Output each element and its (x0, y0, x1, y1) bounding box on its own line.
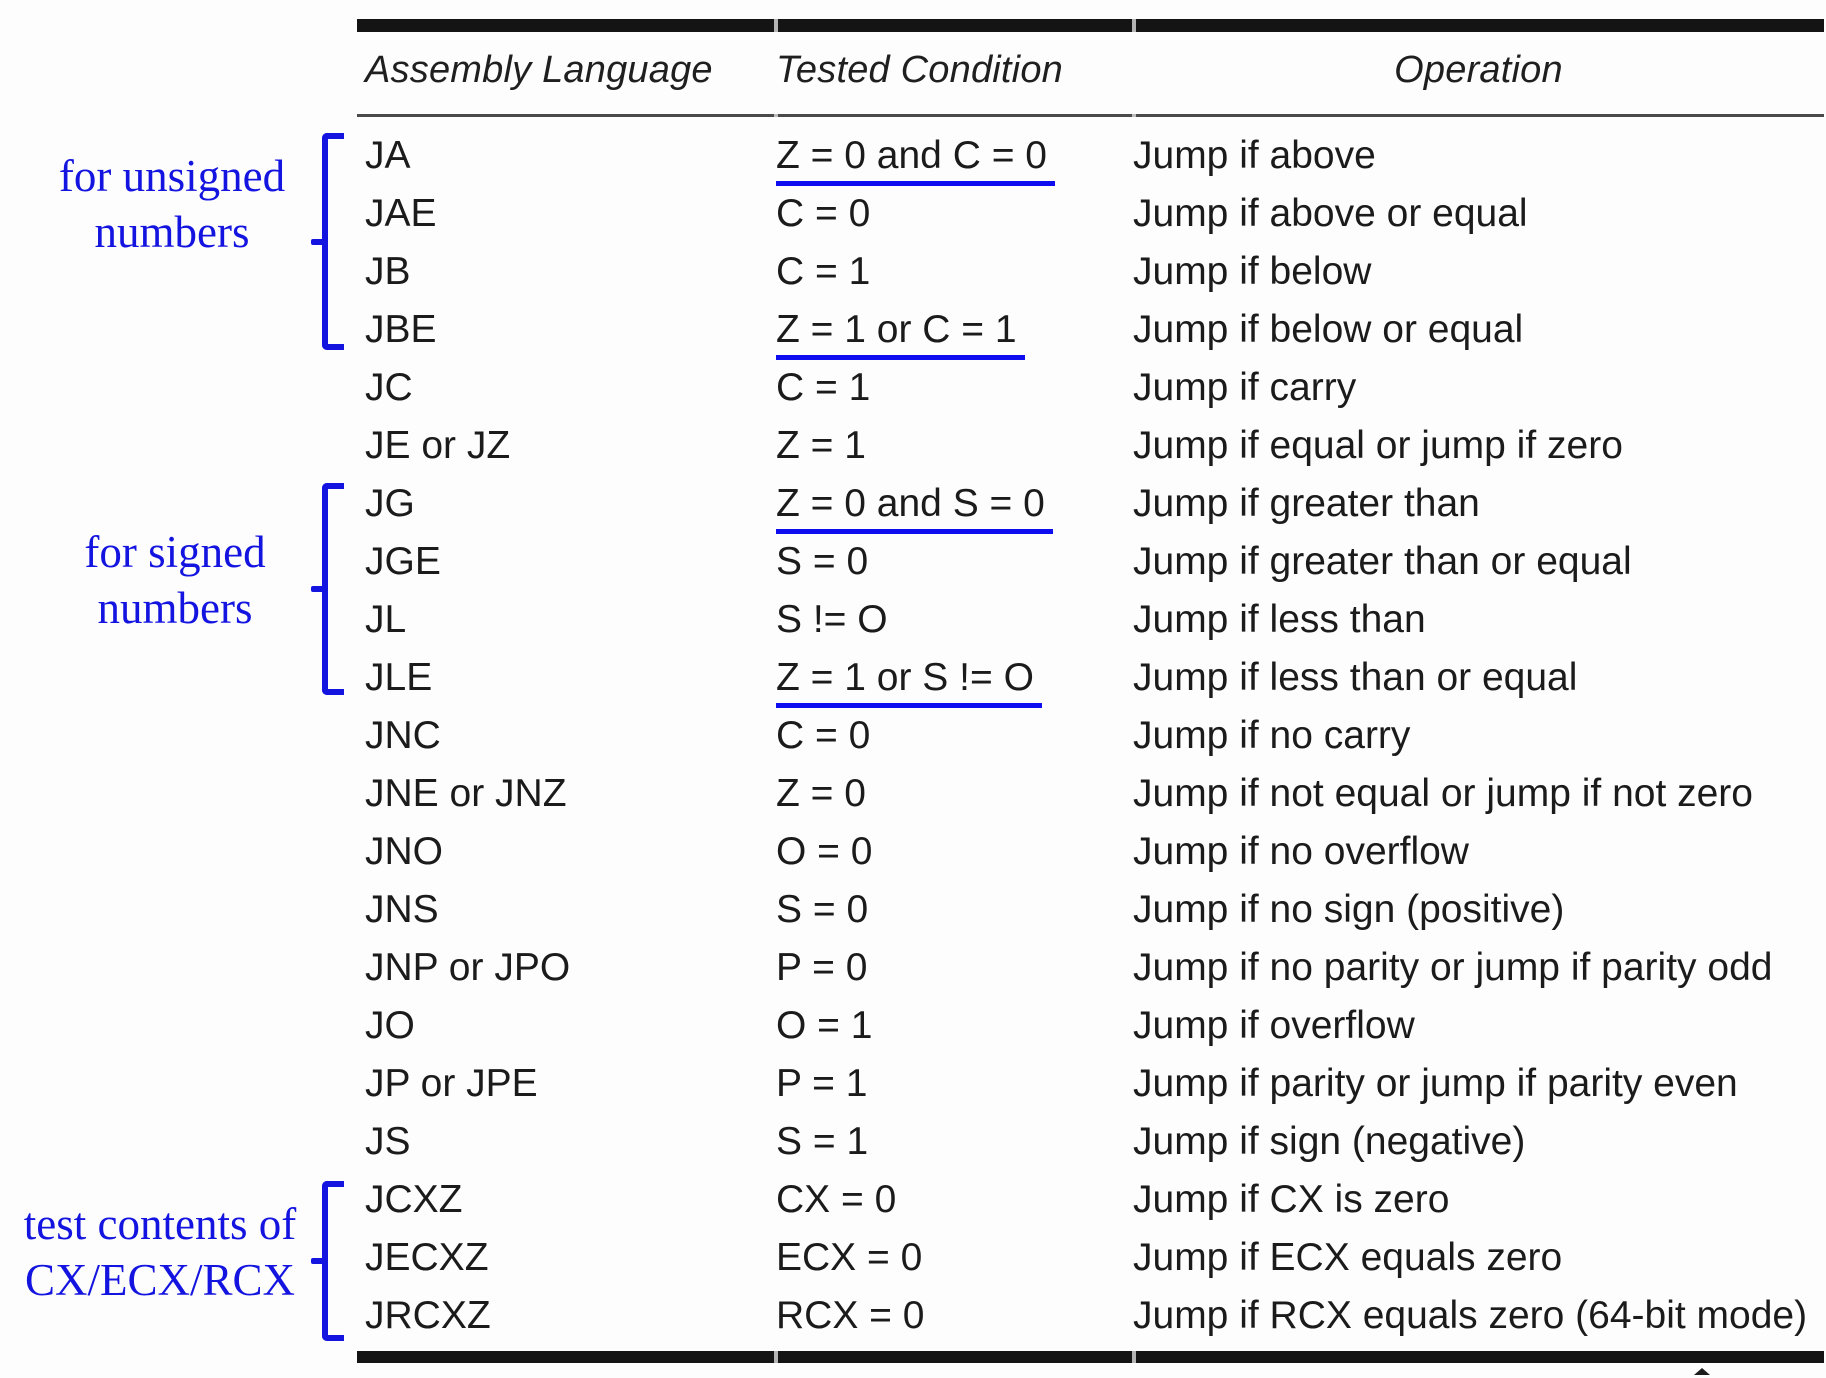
operation-cell: Jump if no sign (positive) (1133, 887, 1565, 931)
condition-text: S != O (776, 597, 888, 641)
condition-cell (776, 133, 1133, 177)
table-row (357, 996, 1824, 1054)
condition-text: S = 0 (776, 887, 869, 931)
operation-cell: Jump if equal or jump if zero (1133, 423, 1623, 467)
condition-text: P = 1 (776, 1061, 868, 1105)
condition-cell (776, 1003, 1133, 1047)
condition-cell (776, 423, 1133, 467)
annotation-unsigned-numbers (22, 148, 322, 260)
bracket-tick (311, 239, 324, 245)
table-row (357, 184, 1824, 242)
condition-text: CX = 0 (776, 1177, 897, 1221)
bracket-tick (311, 1258, 324, 1264)
condition-cell (776, 655, 1133, 699)
mnemonic-cell: JBE (365, 307, 437, 351)
condition-cell (776, 887, 1133, 931)
condition-text: Z = 0 and C = 0 (776, 136, 1055, 186)
operation-cell: Jump if below or equal (1133, 307, 1524, 351)
mnemonic-cell: JO (365, 1003, 415, 1047)
annotation-line: test contents of (23, 1199, 297, 1249)
operation-cell: Jump if greater than (1133, 481, 1480, 525)
table-row (357, 416, 1824, 474)
condition-cell (776, 1177, 1133, 1221)
operation-cell: Jump if not equal or jump if not zero (1133, 771, 1753, 815)
table-row (357, 126, 1824, 184)
condition-text: O = 0 (776, 829, 873, 873)
condition-text: O = 1 (776, 1003, 873, 1047)
operation-cell: Jump if above (1133, 133, 1376, 177)
operation-cell: Jump if parity or jump if parity even (1133, 1061, 1738, 1105)
operation-cell: Jump if sign (negative) (1133, 1119, 1526, 1163)
bracket-tick (311, 586, 324, 592)
condition-text: P = 0 (776, 945, 868, 989)
table-row (357, 1054, 1824, 1112)
operation-cell: Jump if carry (1133, 365, 1357, 409)
table-row (357, 590, 1824, 648)
operation-cell: Jump if CX is zero (1133, 1177, 1450, 1221)
mnemonic-cell: JP or JPE (365, 1061, 538, 1105)
mnemonic-cell: JRCXZ (365, 1293, 491, 1337)
condition-cell (776, 829, 1133, 873)
table-row (357, 1170, 1824, 1228)
table-row (357, 1286, 1824, 1344)
mnemonic-cell: JNC (365, 713, 441, 757)
condition-text: Z = 1 or S != O (776, 658, 1042, 708)
table-header-row (357, 40, 1824, 100)
condition-cell (776, 597, 1133, 641)
condition-text: C = 0 (776, 191, 871, 235)
mnemonic-cell: JC (365, 365, 413, 409)
table-row (357, 1228, 1824, 1286)
mnemonic-cell: JGE (365, 539, 441, 583)
operation-cell: Jump if less than or equal (1133, 655, 1578, 699)
table-row (357, 474, 1824, 532)
mnemonic-cell: JNO (365, 829, 443, 873)
header-operation: Operation (1394, 48, 1563, 91)
condition-text: ECX = 0 (776, 1235, 923, 1279)
mnemonic-cell: JNS (365, 887, 439, 931)
table-bottom-rule (357, 1351, 1824, 1363)
condition-text: Z = 1 or C = 1 (776, 310, 1025, 360)
table-row (357, 1112, 1824, 1170)
mnemonic-cell: JB (365, 249, 411, 293)
header-assembly-language: Assembly Language (365, 48, 713, 91)
group-bracket-signed (322, 483, 344, 695)
table-row (357, 300, 1824, 358)
condition-text: RCX = 0 (776, 1293, 925, 1337)
operation-cell: Jump if ECX equals zero (1133, 1235, 1563, 1279)
operation-cell: Jump if no parity or jump if parity odd (1133, 945, 1773, 989)
table-row (357, 242, 1824, 300)
condition-cell (776, 365, 1133, 409)
mnemonic-cell: JNP or JPO (365, 945, 571, 989)
condition-cell (776, 1061, 1133, 1105)
header-separator-rule (357, 114, 1824, 117)
condition-text: S = 1 (776, 1119, 869, 1163)
condition-cell (776, 191, 1133, 235)
condition-text: C = 1 (776, 365, 871, 409)
condition-cell (776, 481, 1133, 525)
condition-cell (776, 713, 1133, 757)
condition-cell (776, 945, 1133, 989)
condition-cell (776, 1119, 1133, 1163)
condition-text: Z = 1 (776, 423, 866, 467)
annotation-line: CX/ECX/RCX (24, 1255, 296, 1305)
condition-cell (776, 1293, 1133, 1337)
group-bracket-unsigned (322, 133, 344, 350)
condition-cell (776, 539, 1133, 583)
operation-cell: Jump if greater than or equal (1133, 539, 1632, 583)
operation-cell: Jump if overflow (1133, 1003, 1415, 1047)
annotation-line: for unsigned (58, 151, 286, 201)
group-bracket-cx (322, 1181, 344, 1341)
table-row (357, 764, 1824, 822)
mnemonic-cell: JNE or JNZ (365, 771, 567, 815)
mnemonic-cell: JL (365, 597, 407, 641)
operation-cell: Jump if no overflow (1133, 829, 1469, 873)
mnemonic-cell: JCXZ (365, 1177, 463, 1221)
annotation-signed-numbers (58, 524, 292, 636)
annotation-line: for signed (84, 527, 266, 577)
table-row (357, 880, 1824, 938)
condition-cell (776, 771, 1133, 815)
mnemonic-cell: JS (365, 1119, 411, 1163)
mnemonic-cell: JECXZ (365, 1235, 489, 1279)
table-row (357, 938, 1824, 996)
condition-text: S = 0 (776, 539, 869, 583)
table-row (357, 648, 1824, 706)
annotation-line: numbers (94, 207, 250, 257)
condition-cell (776, 249, 1133, 293)
table-row (357, 822, 1824, 880)
mnemonic-cell: JLE (365, 655, 433, 699)
annotation-line: numbers (97, 583, 253, 633)
table-row (357, 706, 1824, 764)
condition-text: Z = 0 (776, 771, 866, 815)
operation-cell: Jump if RCX equals zero (64-bit mode) (1133, 1293, 1808, 1337)
mnemonic-cell: JG (365, 481, 415, 525)
condition-cell (776, 1235, 1133, 1279)
jump-instruction-table (357, 0, 1824, 1378)
mnemonic-cell: JAE (365, 191, 437, 235)
table-top-rule (357, 19, 1824, 32)
operation-cell: Jump if less than (1133, 597, 1426, 641)
condition-text: Z = 0 and S = 0 (776, 484, 1053, 534)
table-row (357, 358, 1824, 416)
annotation-cx-registers (6, 1196, 314, 1308)
mnemonic-cell: JA (365, 133, 411, 177)
table-body (357, 126, 1824, 1344)
table-row (357, 532, 1824, 590)
condition-cell (776, 307, 1133, 351)
mnemonic-cell: JE or JZ (365, 423, 511, 467)
condition-text: C = 0 (776, 713, 871, 757)
header-tested-condition: Tested Condition (776, 48, 1063, 91)
operation-cell: Jump if below (1133, 249, 1372, 293)
operation-cell: Jump if no carry (1133, 713, 1411, 757)
condition-text: C = 1 (776, 249, 871, 293)
operation-cell: Jump if above or equal (1133, 191, 1528, 235)
